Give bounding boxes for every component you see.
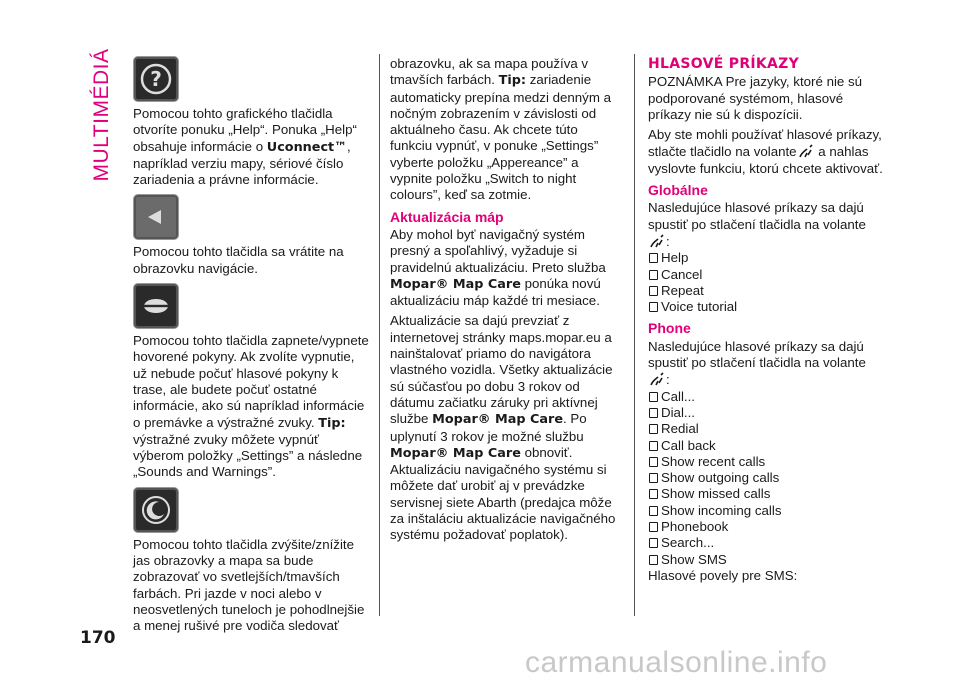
list-item: Show recent calls: [648, 454, 883, 470]
list-item: Show incoming calls: [648, 503, 883, 519]
column-3: [648, 56, 883, 584]
list-item: Help: [648, 250, 883, 266]
list-item: Show SMS: [648, 552, 883, 568]
usage-paragraph: Aby ste mohli používať hlasové príkazy, stlačte tlačidlo na volante a nahlas vyslovte funkciu, ktorú chcete aktivovať.: [648, 127, 883, 176]
mute-lips-icon: [133, 283, 179, 329]
svg-text:?: ?: [150, 67, 162, 91]
global-heading: Globálne: [648, 182, 708, 199]
help-button-description: Pomocou tohto grafického tlačidla otvoríte ponuku „Help“. Ponuka „Help“ obsahuje informácie o Uconnect™, napríklad verziu mapy, sériové číslo zariadenia a právne informácie.: [133, 106, 357, 188]
list-item: Redial: [648, 421, 883, 437]
night-mode-paragraph: obrazovku, ak sa mapa používa v tmavších farbách. Tip: zariadenie automaticky prepína medzi denným a nočným zobrazením v závislosti od aktuálneho času. Ak chcete túto funkciu vypnúť, v ponuke „Settings” vyberte položku „Appereance” a vypnite položku „Switch to night colours”, keď sa zotmie.: [390, 56, 611, 203]
map-update-heading: Aktualizácia máp: [390, 208, 504, 225]
column-divider: [379, 54, 380, 616]
list-item: Repeat: [648, 283, 883, 299]
note-paragraph: POZNÁMKA Pre jazyky, ktoré nie sú podporované systémom, hlasové príkazy nie sú k dispozícii.: [648, 74, 863, 122]
brightness-button-description: Pomocou tohto tlačidla zvýšite/znížite jas obrazovky a mapa sa bude zobrazovať vo svetlejších/tmavších farbách. Pri jazde v noci alebo v neosvetlených tuneloch je pohodlnejšie a menej rušivé pre vodiča sledovať: [133, 536, 365, 634]
list-item: Call back: [648, 438, 883, 454]
list-item: Cancel: [648, 267, 883, 283]
list-item: Search...: [648, 535, 883, 551]
global-intro: Nasledujúce hlasové príkazy sa dajú spustiť po stlačení tlačidla na volante :: [648, 200, 866, 249]
sms-line: Hlasové povely pre SMS:: [648, 567, 798, 583]
list-item: Phonebook: [648, 519, 883, 535]
voice-command-icon: [648, 233, 666, 249]
moon-icon: [133, 487, 179, 533]
list-item: Show outgoing calls: [648, 470, 883, 486]
mute-button-description: Pomocou tohto tlačidla zapnete/vypnete hovorené pokyny. Ak zvolíte vypnutie, už nebude počuť hlasové pokyny k trase, ale budete počuť ostatné informácie, ako sú napríklad informácie o premávke a výstražné zvuky. Tip: výstražné zvuky môžete vypnúť výberom položky „Settings” a následne „Sounds and Warnings”.: [133, 333, 369, 480]
list-item: Call...: [648, 389, 883, 405]
back-arrow-icon: [133, 194, 179, 240]
phone-heading: Phone: [648, 320, 691, 337]
back-button-description: Pomocou tohto tlačidla sa vrátite na obrazovku navigácie.: [133, 244, 344, 276]
column-2: [390, 56, 620, 544]
phone-command-list: [648, 389, 883, 568]
list-item: Show missed calls: [648, 486, 883, 502]
dealer-update-paragraph: Aktualizáciu navigačného systému si môžete dať urobiť aj v prevádzke servisnej siete Abarth (predajca môže za inštaláciu aktualizácie navigačného systému požadovať poplatok).: [390, 462, 616, 543]
list-item: Dial...: [648, 405, 883, 421]
watermark: carmanualsonline.info: [525, 646, 828, 679]
list-item: Voice tutorial: [648, 299, 883, 315]
map-download-paragraph: Aktualizácie sa dajú prevziať z internetovej stránky maps.mopar.eu a nainštalovať priamo do navigátora vlastného vozidla. Všetky aktualizácie sú súčasťou po dobu 3 rokov od dátumu začiatku záruky pri aktívnej službe Mopar® Map Care. Po uplynutí 3 rokov je možné službu Mopar® Map Care obnoviť.: [390, 313, 613, 461]
voice-command-icon: [797, 143, 815, 159]
column-divider: [634, 54, 635, 616]
question-mark-icon: [133, 56, 179, 102]
column-1: [133, 56, 371, 635]
voice-command-icon: [648, 371, 666, 387]
page-number: 170: [80, 628, 116, 648]
voice-commands-heading: HLASOVÉ PRÍKAZY: [648, 56, 800, 72]
section-title: MULTIMÉDIÁ: [90, 48, 113, 182]
global-command-list: [648, 250, 883, 315]
phone-intro: Nasledujúce hlasové príkazy sa dajú spustiť po stlačení tlačidla na volante :: [648, 338, 866, 388]
map-update-paragraph: Aby mohol byť navigačný systém presný a spoľahlivý, vyžaduje si pravidelnú aktualizáciu. Preto služba Mopar® Map Care ponúka novú aktualizáciu máp každé tri mesiace.: [390, 226, 606, 309]
